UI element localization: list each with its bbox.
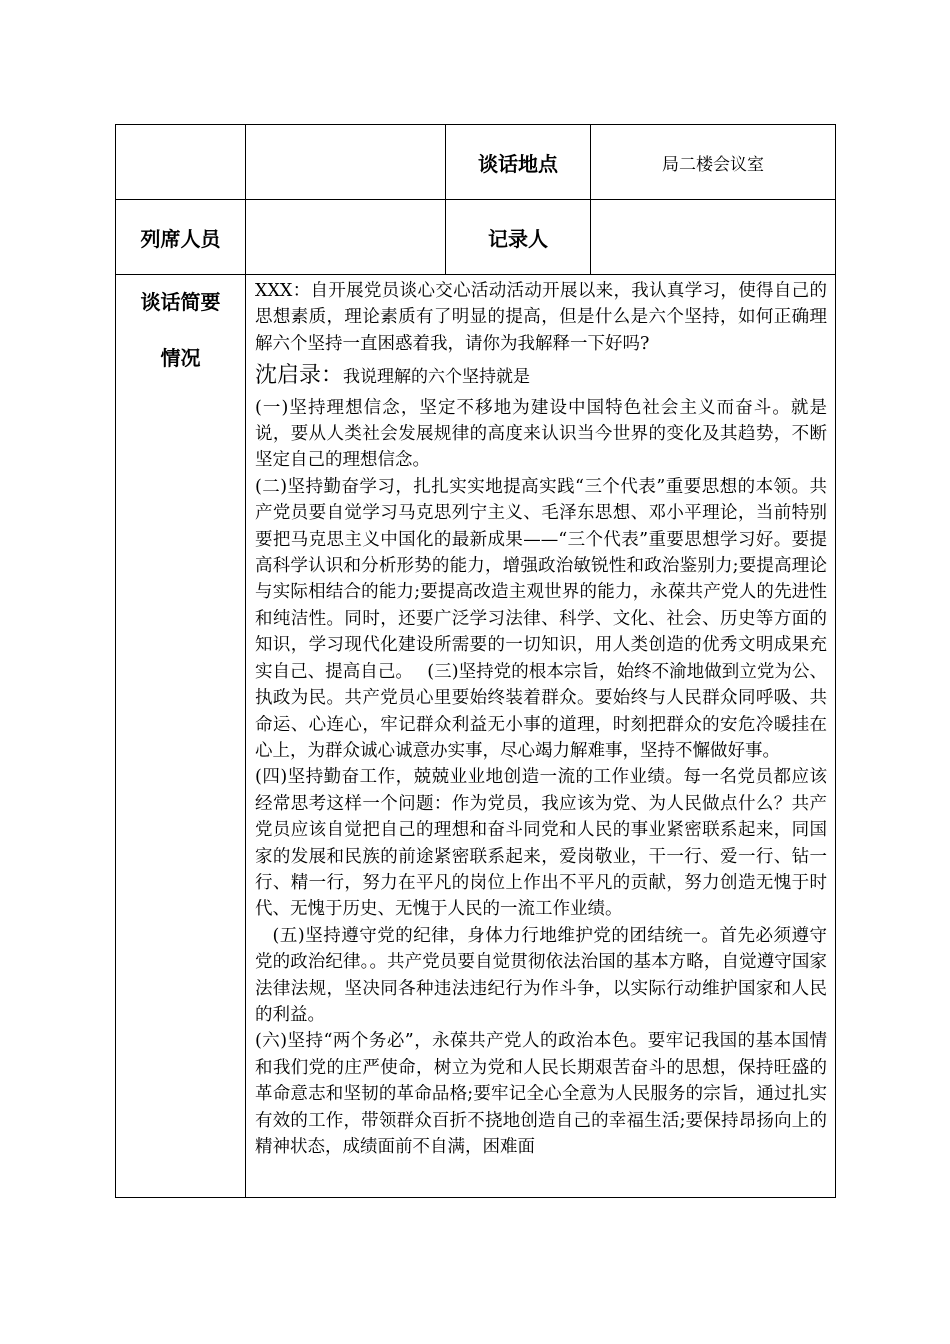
blank-cell [246, 125, 446, 200]
talk-record-table [115, 124, 836, 1198]
table-row [116, 125, 836, 200]
summary-content-cell [246, 275, 836, 1198]
answer-intro-line [255, 363, 827, 390]
summary-label-cell [116, 275, 246, 1198]
attendees-value [246, 200, 446, 275]
blank-cell [116, 125, 246, 200]
conversation-text [246, 275, 835, 1197]
point-paragraph-4: (四)坚持勤奋工作，兢兢业业地创造一流的工作业绩。每一名党员都应该经常思考这样一个问题：作为党员，我应该为党、为人民做点什么？共产党员应该自觉把自己的理想和奋斗同党和人民的事业紧密联系起来，同国家的发展和民族的前途紧密联系起来，爱岗敬业，干一行、爱一行、钻一行、精一行，努力在平凡的岗位上作出不平凡的贡献，努力创造无愧于时代、无愧于历史、无愧于人民的一流工作业绩。 [255, 767, 827, 920]
recorder-value [591, 200, 836, 275]
point-paragraph-6: (六)坚持“两个务必”，永葆共产党人的政治本色。要牢记我国的基本国情和我们党的庄严使命，树立为党和人民长期艰苦奋斗的思想，保持旺盛的革命意志和坚韧的革命品格;要牢记全心全意为人民服务的宗旨，通过扎实有效的工作，带领群众百折不挠地创造自己的幸福生活;要保持昂扬向上的精神状态，成绩面前不自满，困难面 [255, 1031, 827, 1157]
location-value: 局二楼会议室 [591, 125, 836, 200]
attendees-label: 列席人员 [116, 200, 246, 275]
answer-speaker: 沈启录： [255, 363, 344, 389]
summary-label-line1: 谈话简要 [140, 290, 221, 314]
point-paragraph-5: (五)坚持遵守党的纪律，身体力行地维护党的团结统一。首先必须遵守党的政治纪律。。共产党员要自觉贯彻依法治国的基本方略，自觉遵守国家法律法规，坚决同各种违法违纪行为作斗争，以实际行动维护国家和人民的利益。 [255, 925, 827, 1025]
point-paragraph-1: (一)坚持理想信念，坚定不移地为建设中国特色社会主义而奋斗。就是说，要从人类社会发展规律的高度来认识当今世界的变化及其趋势，不断坚定自己的理想信念。 [255, 397, 827, 471]
point-paragraph-2: (二)坚持勤奋学习，扎扎实实地提高实践“三个代表”重要思想的本领。共产党员要自觉学习马克思列宁主义、毛泽东思想、邓小平理论，当前特别要把马克思主义中国化的最新成果——“三个代表”重要思想学习好。要提高科学认识和分析形势的能力，增强政治敏锐性和政治鉴别力;要提高理论与实际相结合的能力;要提高改造主观世界的能力，永葆共产党人的先进性和纯洁性。同时，还要广泛学习法律、科学、文化、社会、历史等方面的知识，学习现代化建设所需要的一切知识，用人类创造的优秀文明成果充实自己、提高自己。 (三)坚持党的根本宗旨，始终不渝地做到立党为公、执政为民。共产党员心里要始终装着群众。要始终与人民群众同呼吸、共命运、心连心，牢记群众利益无小事的道理，时刻把群众的安危冷暖挂在心上，为群众诚心诚意办实事，尽心竭力解难事，坚持不懈做好事。 [255, 476, 827, 761]
recorder-label: 记录人 [446, 200, 591, 275]
table-row [116, 200, 836, 275]
answer-intro: 我说理解的六个坚持就是 [343, 367, 531, 388]
summary-label-line2: 情况 [160, 346, 201, 370]
table-row [116, 275, 836, 1198]
location-label: 谈话地点 [446, 125, 591, 200]
question-paragraph: XXX：自开展党员谈心交心活动活动开展以来，我认真学习，使得自己的思想素质，理论素质有了明显的提高，但是什么是六个坚持，如何正确理解六个坚持一直困惑着我，请你为我解释一下好吗? [255, 281, 827, 354]
